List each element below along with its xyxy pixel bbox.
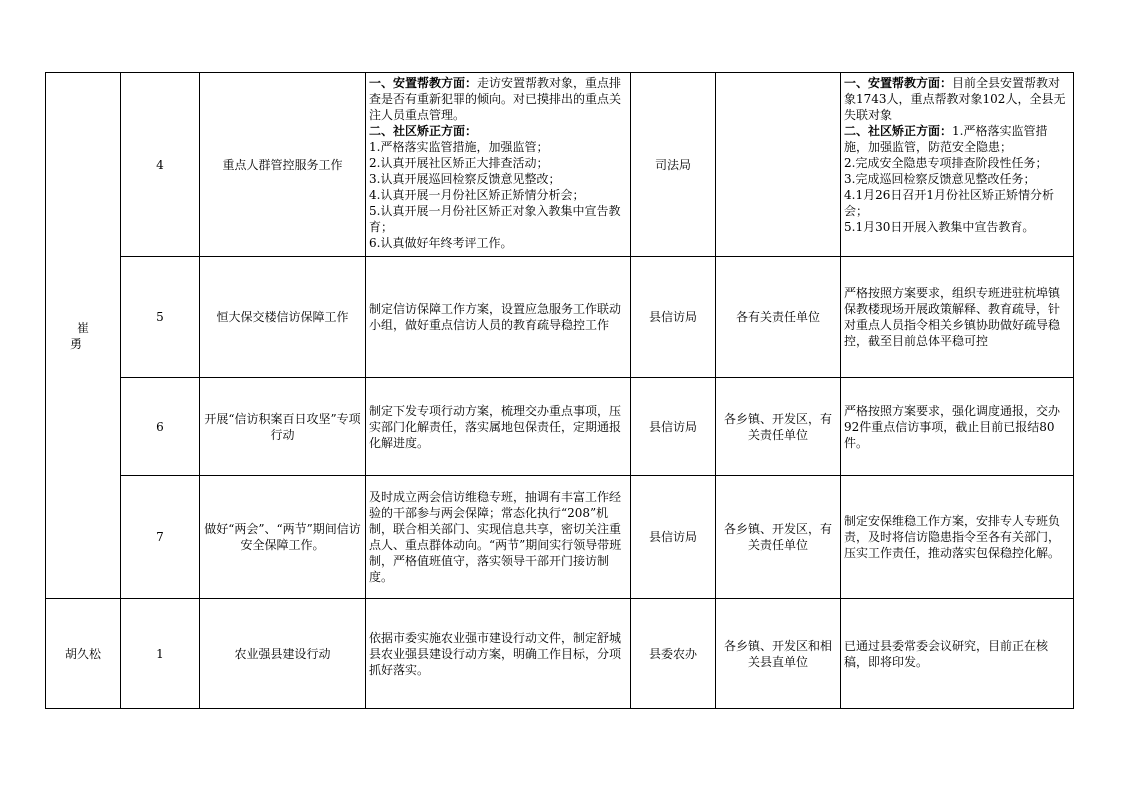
measures-cell: 依据市委实施农业强市建设行动文件，制定舒城县农业强县建设行动方案，明确工作目标，分项抓好落实。 (366, 599, 631, 709)
measures-section-text: 走访安置帮教对象，重点排查是否有重新犯罪的倾向。对已摸排出的重点关注人员重点管理。 (369, 76, 622, 122)
task-name: 农业强县建设行动 (200, 599, 366, 709)
measures-item: 4.认真开展一月份社区矫正矫情分析会； (369, 188, 585, 202)
progress-section-text: 目前全县安置帮教对象1743人，重点帮教对象102人，全县无失联对象 (844, 76, 1066, 122)
row-number: 7 (121, 476, 200, 599)
progress-item: 3.完成巡回检察反馈意见整改任务； (844, 172, 1036, 186)
progress-item: 5.1月30日开展入教集中宣告教育。 (844, 220, 1035, 234)
lead-unit: 县委农办 (631, 599, 716, 709)
lead-unit: 县信访局 (631, 257, 716, 378)
cooperating-units: 各乡镇、开发区，有关责任单位 (716, 378, 841, 476)
table-row (46, 257, 1074, 378)
progress-section-heading: 一、安置帮教方面： (844, 76, 953, 90)
measures-item: 2.认真开展社区矫正大排查活动； (369, 156, 549, 170)
measures-item: 1.严格落实监管措施，加强监管； (369, 140, 549, 154)
task-name: 重点人群管控服务工作 (200, 73, 366, 257)
measures-section-heading: 一、安置帮教方面： (369, 76, 478, 90)
lead-unit: 县信访局 (631, 378, 716, 476)
progress-cell: 严格按照方案要求，组织专班进驻杭埠镇保教楼现场开展政策解释、教育疏导，针对重点人员指令相关乡镇协助做好疏导稳控，截至目前总体平稳可控 (841, 257, 1074, 378)
progress-cell: 已通过县委常委会议研究，目前正在核稿，即将印发。 (841, 599, 1074, 709)
task-name: 开展“信访积案百日攻坚”专项行动 (200, 378, 366, 476)
measures-item: 3.认真开展巡回检察反馈意见整改； (369, 172, 561, 186)
lead-unit: 县信访局 (631, 476, 716, 599)
responsible-person-cell (46, 599, 121, 709)
lead-unit: 司法局 (631, 73, 716, 257)
cooperating-units (716, 73, 841, 257)
responsible-person-name: 胡久松 (64, 646, 101, 661)
progress-section-text: 1.严格落实监管措施，加强监管，防范安全隐患； (844, 124, 1048, 154)
row-number: 5 (121, 257, 200, 378)
progress-cell: 制定安保维稳工作方案，安排专人专班负责，及时将信访隐患指令至各有关部门，压实工作责任，推动落实包保稳控化解。 (841, 476, 1074, 599)
table-row (46, 599, 1074, 709)
measures-cell: 及时成立两会信访维稳专班，抽调有丰富工作经验的干部参与两会保障；常态化执行“208”机制，联合相关部门、实现信息共享，密切关注重点人、重点群体动向。“两节”期间实行领导带班制，严格值班值守，落实领导干部开门接访制度。 (366, 476, 631, 599)
task-table (45, 72, 1074, 709)
measures-section-heading: 二、社区矫正方面： (369, 124, 478, 138)
measures-cell: 制定信访保障工作方案，设置应急服务工作联动小组，做好重点信访人员的教育疏导稳控工作 (366, 257, 631, 378)
task-name: 恒大保交楼信访保障工作 (200, 257, 366, 378)
row-number: 6 (121, 378, 200, 476)
table-row (46, 378, 1074, 476)
progress-item: 2.完成安全隐患专项排查阶段性任务； (844, 156, 1048, 170)
table-row (46, 73, 1074, 257)
progress-section-heading: 二、社区矫正方面： (844, 124, 953, 138)
responsible-person-name: 崔 勇 (69, 320, 103, 351)
progress-cell (841, 73, 1074, 257)
cooperating-units: 各乡镇、开发区，有关责任单位 (716, 476, 841, 599)
cooperating-units: 各有关责任单位 (716, 257, 841, 378)
cooperating-units: 各乡镇、开发区和相关县直单位 (716, 599, 841, 709)
measures-item: 6.认真做好年终考评工作。 (369, 236, 513, 250)
measures-cell (366, 73, 631, 257)
row-number: 4 (121, 73, 200, 257)
measures-item: 5.认真开展一月份社区矫正对象入教集中宣告教育； (369, 204, 621, 234)
responsible-person-cell (46, 73, 121, 599)
measures-cell: 制定下发专项行动方案，梳理交办重点事项，压实部门化解责任，落实属地包保责任，定期通报化解进度。 (366, 378, 631, 476)
progress-cell: 严格按照方案要求，强化调度通报，交办92件重点信访事项，截止目前已报结80件。 (841, 378, 1074, 476)
table-row (46, 476, 1074, 599)
row-number: 1 (121, 599, 200, 709)
progress-item: 4.1月26日召开1月份社区矫正矫情分析会； (844, 188, 1054, 218)
task-name: 做好“两会”、“两节”期间信访安全保障工作。 (200, 476, 366, 599)
